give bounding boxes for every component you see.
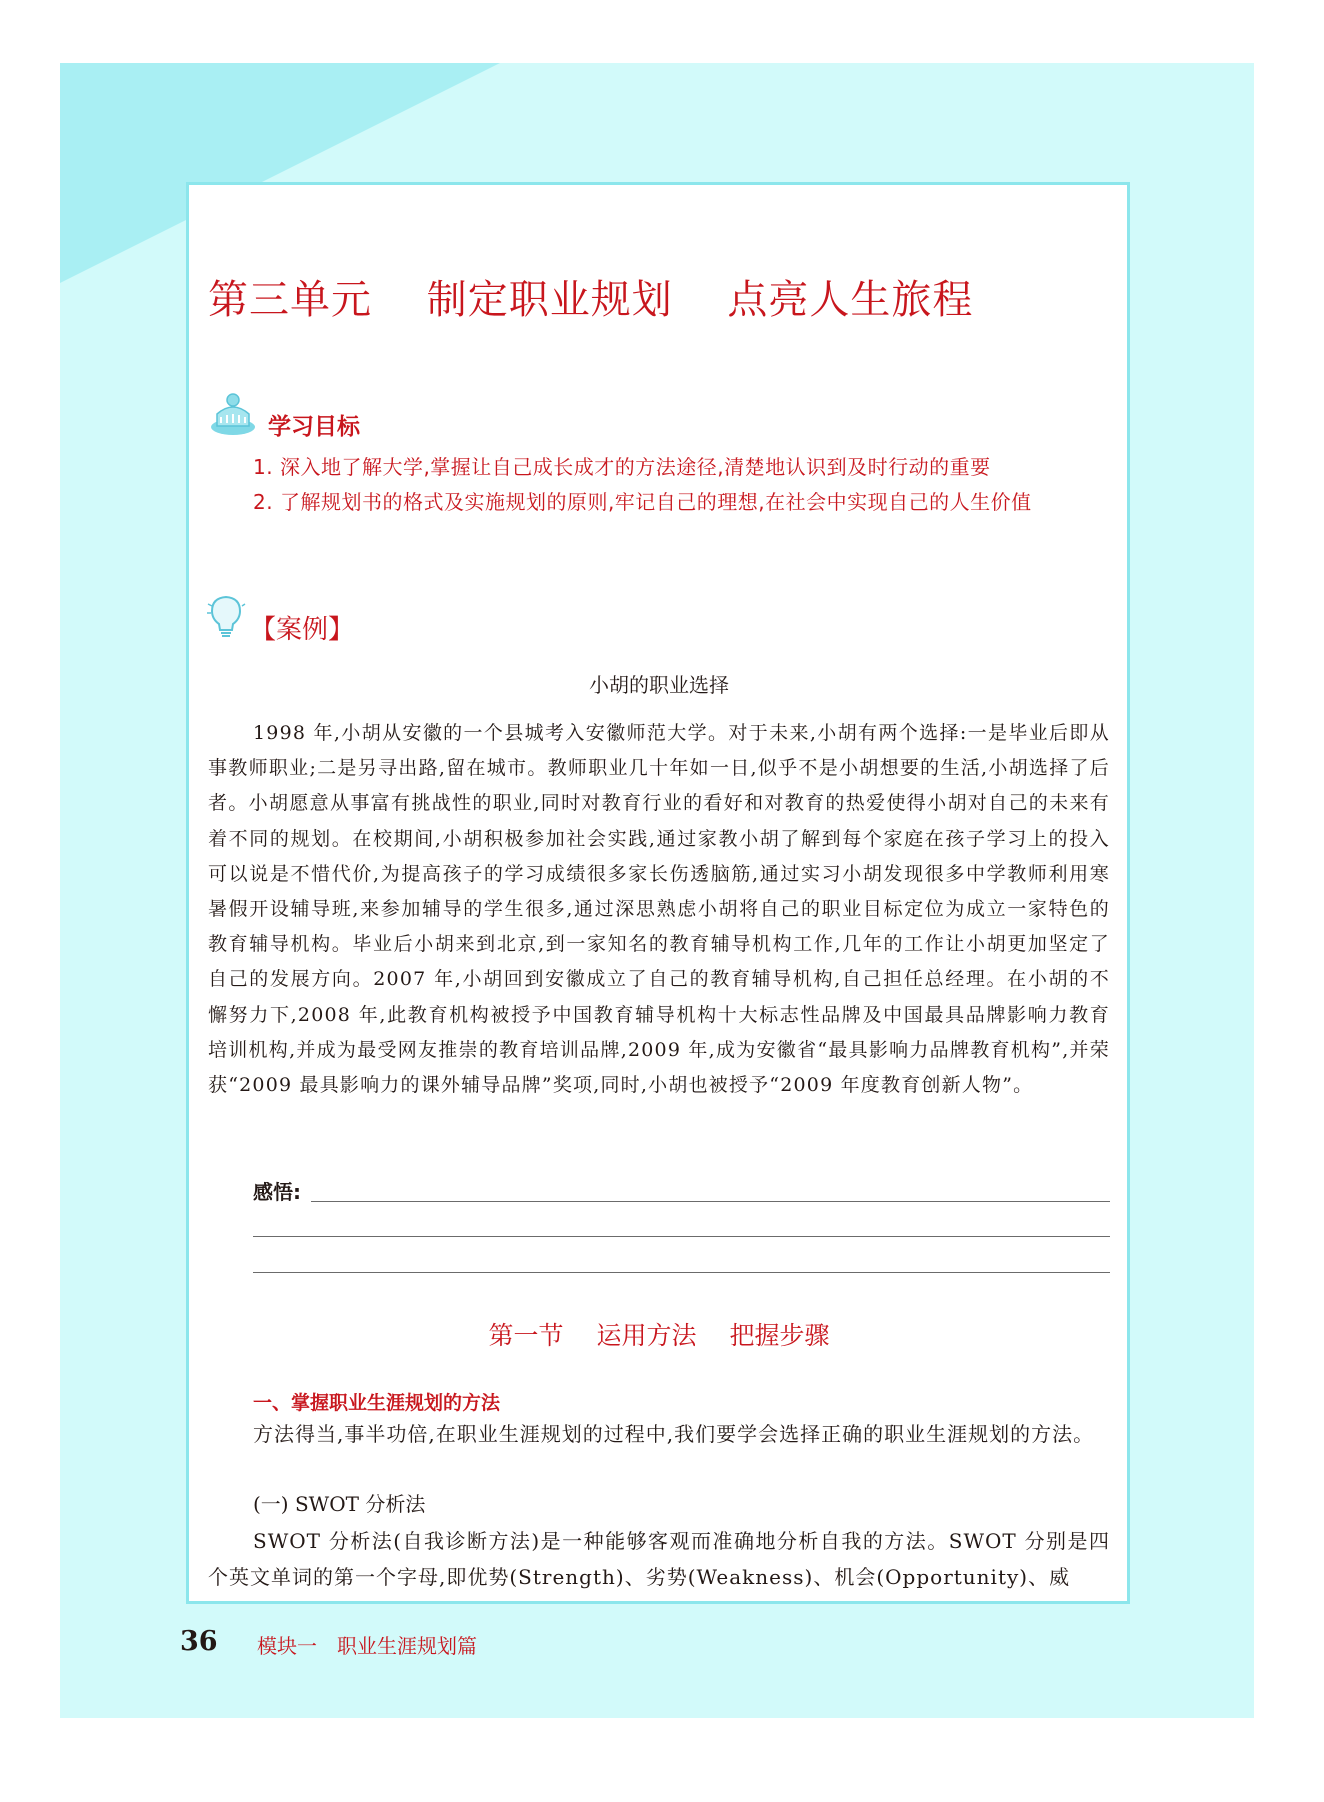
case-title: 小胡的职业选择 [589, 673, 729, 697]
unit-title: 第三单元 制定职业规划 点亮人生旅程 [208, 277, 974, 323]
swot-heading: (一) SWOT 分析法 [253, 1492, 426, 1516]
section-title: 第一节 运用方法 把握步骤 [488, 1321, 830, 1350]
method-intro-paragraph: 方法得当,事半功倍,在职业生涯规划的过程中,我们要学会选择正确的职业生涯规划的方法。 [253, 1422, 1095, 1446]
swot-body-paragraph: SWOT 分析法(自我诊断方法)是一种能够客观而准确地分析自我的方法。SWOT 分别是四个英文单词的第一个字母,即优势(Strength)、劣势(Weakness)、机会(Opportunity)、威 [208, 1529, 1110, 1589]
reflection-label: 感悟: [253, 1180, 301, 1204]
crown-book-icon [208, 390, 258, 440]
objective-item: 1. 深入地了解大学,掌握让自己成长成才的方法途径,清楚地认识到及时行动的重要 [253, 455, 991, 479]
objective-item: 2. 了解规划书的格式及实施规划的原则,牢记自己的理想,在社会中实现自己的人生价值 [253, 490, 1032, 514]
page-number: 36 [180, 1626, 218, 1657]
answer-line [311, 1201, 1110, 1202]
case-body-paragraph: 1998 年,小胡从安徽的一个县城考入安徽师范大学。对于未来,小胡有两个选择:一是毕业后即从事教师职业;二是另寻出路,留在城市。教师职业几十年如一日,似乎不是小胡想要的生活,小胡选择了后者。小胡愿意从事富有挑战性的职业,同时对教育行业的看好和对教育的热爱使得小胡对自己的未来有着不同的规划。在校期间,小胡积极参加社会实践,通过家教小胡了解到每个家庭在孩子学习上的投入可以说是不惜代价,为提高孩子的学习成绩很多家长伤透脑筋,通过实习小胡发现很多中学教师利用寒暑假开设辅导班,来参加辅导的学生很多,通过深思熟虑小胡将自己的职业目标定位为成立一家特色的教育辅导机构。毕业后小胡来到北京,到一家知名的教育辅导机构工作,几年的工作让小胡更加坚定了自己的发展方向。2007 年,小胡回到安徽成立了自己的教育辅导机构,自己担任总经理。在小胡的不懈努力下,2008 年,此教育机构被授予中国教育辅导机构十大标志性品牌及中国最具品牌影响力教育培训机构,并成为最受网友推崇的教育培训品牌,2009 年,成为安徽省“最具影响力品牌教育机构”,并荣获“2009 最具影响力的课外辅导品牌”奖项,同时,小胡也被授予“2009 年度教育创新人物”。 [208, 722, 1110, 1097]
case-heading: 【案例】 [250, 615, 355, 645]
objectives-heading: 学习目标 [268, 414, 360, 440]
footer-label: 模块一 职业生涯规划篇 [257, 1634, 477, 1658]
answer-line [253, 1236, 1110, 1237]
lightbulb-icon [206, 594, 246, 638]
answer-line [253, 1272, 1110, 1273]
subsection-heading: 一、掌握职业生涯规划的方法 [253, 1392, 501, 1414]
